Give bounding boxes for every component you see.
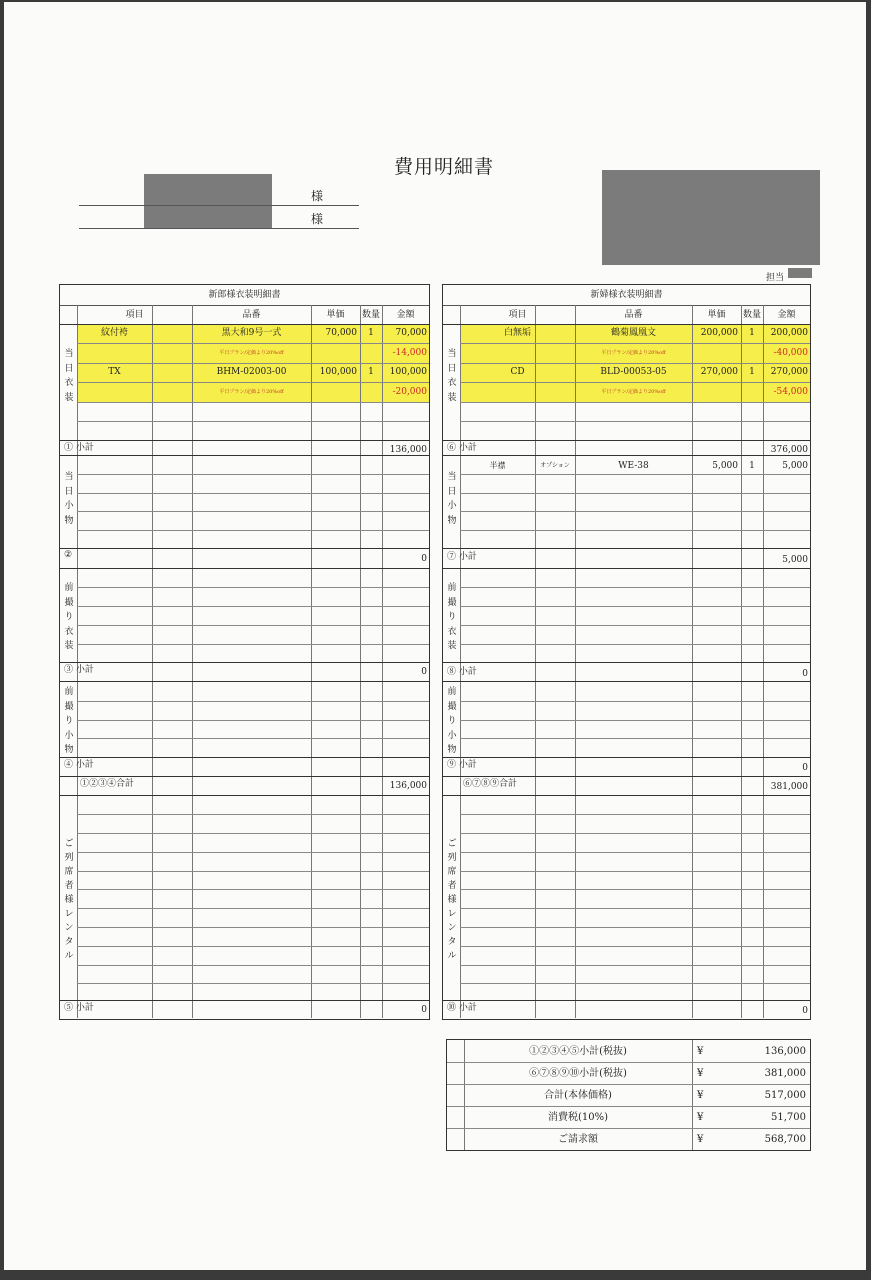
row-line [460,644,810,645]
row-line [460,738,810,739]
row-line [443,795,810,796]
row-line [460,421,810,422]
section-label-maedori-komono: 前撮り小物 [447,687,457,755]
subtotal-label: ⑤ 小計 [64,1003,94,1013]
col-header-item: 項目 [125,310,144,320]
row-line [77,852,429,853]
line-item-option: オプション [540,462,570,469]
row-line [77,644,429,645]
row-line [60,440,429,441]
row-line [460,908,810,909]
row-line [460,927,810,928]
grand-subtotal-value: 136,000 [389,781,427,791]
row-line [443,662,810,663]
row-line [460,833,810,834]
row-line [60,662,429,663]
redacted-customer-name [144,174,272,228]
row-line [460,625,810,626]
subtotal-value: 0 [802,763,808,773]
row-line [460,814,810,815]
row-line [460,983,810,984]
discount-note: 平日プラン/定価より20%off [219,389,284,395]
line-item-qty: 1 [749,328,755,338]
row-line [460,474,810,475]
row-line [460,587,810,588]
summary-value: 568,700 [764,1134,806,1145]
section-label-rental: ご列席者様レンタル [447,839,457,961]
currency-symbol: ¥ [697,1090,704,1101]
row-line [77,511,429,512]
col-header-qty: 数量 [742,310,761,320]
row-line [460,720,810,721]
line-item-name: 紋付袴 [100,328,128,338]
summary-value: 381,000 [764,1068,806,1079]
row-line [460,402,810,403]
line-item-name: 半襟 [489,461,506,470]
discount-amount: -54,000 [773,387,808,397]
bride-table-title: 新婦様衣装明細書 [443,285,810,306]
row-line [443,757,810,758]
subtotal-value: 0 [421,1005,427,1015]
row-line [77,927,429,928]
line-item-price: 100,000 [319,367,357,377]
line-item-code: BHM-02003-00 [216,367,287,377]
row-line [460,343,810,344]
summary-value: 517,000 [764,1090,806,1101]
row-line [460,606,810,607]
row-line [60,681,429,682]
summary-table [446,1039,811,1151]
row-line [77,402,429,403]
line-item-price: 70,000 [325,328,357,338]
groom-statement-table [59,284,430,1020]
line-item-amount: 200,000 [770,328,808,338]
summary-label: 消費税(10%) [547,1112,609,1123]
row-line [77,908,429,909]
row-line [443,681,810,682]
line-item-name: CD [510,367,525,377]
row-line [443,455,810,456]
subtotal-label: ④ 小計 [64,760,94,770]
subtotal-label: ⑨ 小計 [447,760,477,770]
section-label-today: 当日衣装 [447,349,457,403]
row-line [460,965,810,966]
row-line [460,530,810,531]
subtotal-label: ⑥ 小計 [447,443,477,453]
summary-value: 136,000 [764,1046,806,1057]
line-item-code: 鶴菊鳳凰文 [610,328,656,338]
subtotal-label: ③ 小計 [64,665,94,675]
row-line [77,382,429,383]
line-item-code: WE-38 [618,461,649,471]
discount-amount: -20,000 [392,387,427,397]
line-item-code: BLD-00053-05 [600,367,667,377]
subtotal-label: ⑧ 小計 [447,667,477,677]
subtotal-label: ⑩ 小計 [447,1003,477,1013]
subtotal-value: 0 [802,1006,808,1016]
row-line [60,795,429,796]
row-line [77,421,429,422]
row-line [460,511,810,512]
line-item-amount: 70,000 [395,328,427,338]
row-line [460,871,810,872]
currency-symbol: ¥ [697,1134,704,1145]
row-line [443,568,810,569]
row-line [77,530,429,531]
row-line [77,625,429,626]
line-item-price: 200,000 [700,328,738,338]
grand-subtotal-label: ①②③④合計 [80,779,135,789]
subtotal-label: ⑦ 小計 [447,552,477,562]
honorific-sama-1: 様 [311,189,324,203]
summary-row [447,1106,810,1128]
col-header-price: 単価 [326,310,345,320]
grand-subtotal-label: ⑥⑦⑧⑨合計 [463,779,518,789]
row-line [460,363,810,364]
redacted-staff-name [788,268,812,278]
groom-table-title: 新郎様衣装明細書 [60,285,429,306]
summary-row [447,1084,810,1106]
row-line [77,814,429,815]
row-line [77,606,429,607]
line-item-price: 270,000 [700,367,738,377]
currency-symbol: ¥ [697,1068,704,1079]
row-line [60,455,429,456]
row-line [460,493,810,494]
row-line [77,701,429,702]
row-line [460,852,810,853]
summary-label: 合計(本体価格) [544,1090,612,1101]
row-line [443,776,810,777]
summary-row [447,1062,810,1084]
row-line [77,965,429,966]
col-header-qty: 数量 [361,310,380,320]
redacted-company-info [602,170,820,265]
section-label-rental: ご列席者様レンタル [64,839,74,961]
line-item-qty: 1 [368,328,374,338]
discount-amount: -14,000 [392,348,427,358]
row-line [443,324,810,325]
subtotal-label: ② [64,550,73,560]
currency-symbol: ¥ [697,1112,704,1123]
row-line [77,587,429,588]
section-label-today: 当日衣装 [64,349,74,403]
document-title: 費用明細書 [394,156,495,178]
row-line [460,889,810,890]
col-header-amount: 金額 [777,310,796,320]
section-label-komono: 当日小物 [64,472,74,526]
summary-row [447,1128,810,1150]
row-line [77,833,429,834]
discount-note: 平日プラン/定価より20%off [601,350,666,356]
row-line [60,757,429,758]
summary-value: 51,700 [771,1112,806,1123]
summary-label: ⑥⑦⑧⑨⑩小計(税抜) [529,1068,627,1079]
paper-sheet [4,2,866,1270]
row-line [60,324,429,325]
row-line [77,946,429,947]
row-line [60,1000,429,1001]
subtotal-value: 5,000 [782,555,808,565]
summary-label: ご請求額 [558,1134,598,1145]
row-line [77,889,429,890]
row-line [77,983,429,984]
currency-symbol: ¥ [697,1046,704,1057]
row-line [443,1000,810,1001]
row-line [443,440,810,441]
section-label-maedori: 前撮り衣装 [64,583,74,651]
summary-label: ①②③④⑤小計(税抜) [529,1046,627,1057]
row-line [460,946,810,947]
staff-label: 担当 [766,273,785,283]
subtotal-value: 136,000 [389,445,427,455]
grand-subtotal-value: 381,000 [770,782,808,792]
subtotal-value: 0 [421,554,427,564]
row-line [460,382,810,383]
row-line [77,474,429,475]
line-item-name: TX [108,367,121,377]
col-header-code: 品番 [242,310,261,320]
honorific-sama-2: 様 [311,212,324,226]
line-item-qty: 1 [368,367,374,377]
row-line [60,776,429,777]
line-item-qty: 1 [749,367,755,377]
name-underline-2 [79,228,359,229]
summary-row [447,1040,810,1062]
row-line [443,548,810,549]
subtotal-value: 0 [421,667,427,677]
subtotal-value: 0 [802,669,808,679]
line-item-price: 5,000 [712,461,738,471]
col-header-code: 品番 [624,310,643,320]
line-item-amount: 100,000 [389,367,427,377]
section-label-komono: 当日小物 [447,472,457,526]
row-line [77,363,429,364]
row-line [460,701,810,702]
line-item-name: 白無垢 [503,328,531,338]
row-line [60,568,429,569]
row-line [60,548,429,549]
discount-amount: -40,000 [773,348,808,358]
bride-statement-table [442,284,811,1020]
line-item-code: 黒大和9号一式 [221,328,282,338]
discount-note: 平日プラン/定価より20%off [219,350,284,356]
subtotal-label: ① 小計 [64,443,94,453]
discount-note: 平日プラン/定価より20%off [601,389,666,395]
subtotal-value: 376,000 [770,445,808,455]
section-label-maedori-komono: 前撮り小物 [64,687,74,755]
col-header-item: 項目 [508,310,527,320]
row-line [77,493,429,494]
line-item-amount: 270,000 [770,367,808,377]
name-underline-1 [79,205,359,206]
line-item-amount: 5,000 [782,461,808,471]
col-header-price: 単価 [707,310,726,320]
row-line [77,720,429,721]
row-line [77,343,429,344]
section-label-maedori: 前撮り衣装 [447,583,457,651]
line-item-qty: 1 [749,461,755,471]
col-header-amount: 金額 [396,310,415,320]
row-line [77,738,429,739]
row-line [77,871,429,872]
